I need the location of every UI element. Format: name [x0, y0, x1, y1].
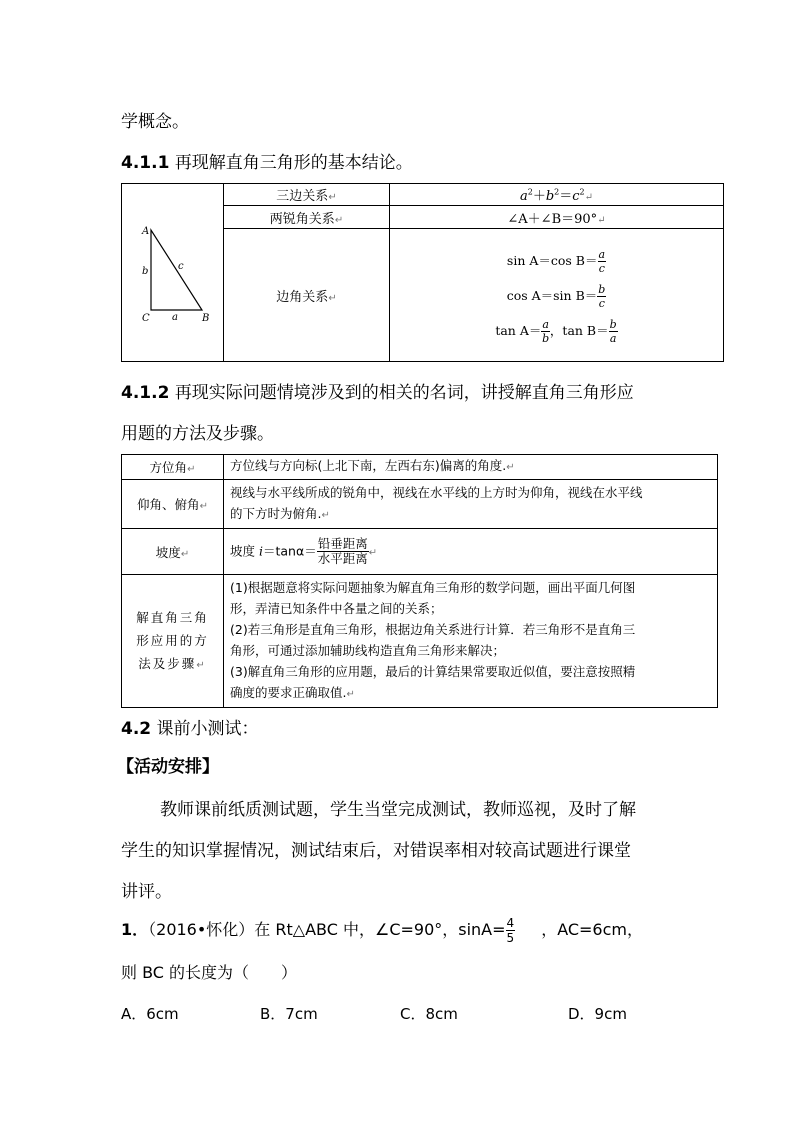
activity-line1: 教师课前纸质测试题，学生当堂完成测试，教师巡视，及时了解	[160, 800, 636, 820]
choice-b[interactable]: B．7cm	[260, 1005, 318, 1023]
activity-line2: 学生的知识掌握情况，测试结束后，对错误率相对较高试题进行课堂	[121, 841, 631, 861]
right-triangle-diagram	[122, 218, 222, 328]
slope-formula: 坡度 i＝tanα＝ $\frac{\text{铅垂距离}}{\text{水平距离}}$ ↵	[224, 529, 718, 575]
side-angle-label: 边角关系↵	[224, 229, 390, 362]
side-b-label: b	[142, 266, 149, 277]
triangle-figure-cell	[122, 184, 224, 362]
application-terms-table	[121, 454, 718, 708]
slope-label: 坡度↵	[122, 529, 224, 575]
solving-method-label: 解直角三角 形应用的方 法及步骤↵	[122, 575, 224, 708]
question-1	[121, 917, 643, 944]
vertex-c-label: C	[142, 313, 150, 324]
choice-a[interactable]: A．6cm	[121, 1005, 179, 1023]
question-1-line2: 则 BC 的长度为（ ）	[121, 963, 298, 982]
vertex-a-label: A	[142, 226, 150, 237]
tan-formula: tan A＝ $\frac{a}{b}$ ，tan B＝ $\frac{b}{a}$	[495, 317, 617, 345]
solving-method-steps: (1)根据题意将实际问题抽象为解直角三角形的数学问题，画出平面几何图 形，弄清已知条件中各量之间的关系； (2)若三角形是直角三角形，根据边角关系进行计算．若三角形不是直角三 角形，可通过添加辅助线构造直角三角形来解决； (3)解直角三角形的应用题，最后的计算结果常要取近似值，要注意按照精 确度的要求正确取值.↵	[224, 575, 718, 708]
azimuth-label: 方位角↵	[122, 455, 224, 480]
side-a-label: a	[172, 312, 178, 323]
section-4-1-1-heading	[121, 148, 413, 173]
acute-angles-label: 两锐角关系↵	[224, 206, 390, 229]
question-stem-end: ，AC=6cm，	[541, 920, 643, 939]
section-title: 再现解直角三角形的基本结论。	[174, 153, 413, 173]
section-number: 4.1.2	[121, 383, 170, 403]
vertex-b-label: B	[202, 313, 210, 324]
side-angle-formulas	[390, 229, 724, 362]
intro-text: 学概念。	[121, 112, 189, 132]
choice-d[interactable]: D．9cm	[568, 1005, 627, 1023]
fraction-four-fifths: $\frac{4}{5}$	[506, 916, 515, 945]
section-title: 课前小测试：	[156, 719, 259, 739]
section-4-1-2-line2: 用题的方法及步骤。	[121, 424, 274, 444]
section-title-line1: 再现实际问题情境涉及到的相关的名词，讲授解直角三角形应	[174, 383, 634, 403]
activity-heading: 【活动安排】	[117, 757, 219, 777]
section-4-1-2-heading	[121, 378, 634, 403]
acute-angles-formula: ∠A＋∠B＝90°↵	[390, 206, 724, 229]
elevation-depression-label: 仰角、俯角↵	[122, 480, 224, 529]
question-number: 1．	[121, 920, 149, 939]
azimuth-definition: 方位线与方向标(上北下南，左西右东)偏离的角度.↵	[224, 455, 718, 480]
section-number: 4.2	[121, 719, 152, 739]
sin-formula: sin A＝cos B＝ $\frac{a}{c}$	[506, 247, 606, 275]
three-sides-label: 三边关系↵	[224, 184, 390, 206]
elevation-depression-definition: 视线与水平线所成的锐角中，视线在水平线的上方时为仰角，视线在水平线 的下方时为俯角.↵	[224, 480, 718, 529]
section-4-2-heading	[121, 714, 259, 739]
activity-line3: 讲评。	[121, 882, 172, 902]
side-c-label: c	[178, 261, 184, 272]
cos-formula: cos A＝sin B＝ $\frac{b}{c}$	[506, 282, 606, 310]
choice-c[interactable]: C．8cm	[400, 1005, 458, 1023]
section-number: 4.1.1	[121, 153, 170, 173]
pythagorean-formula: $a^2+b^2=c^2↵$	[390, 184, 724, 206]
question-stem: （2016•怀化）在 Rt△ABC 中，∠C=90°，sinA=	[148, 920, 506, 939]
right-triangle-conclusions-table	[121, 183, 724, 362]
